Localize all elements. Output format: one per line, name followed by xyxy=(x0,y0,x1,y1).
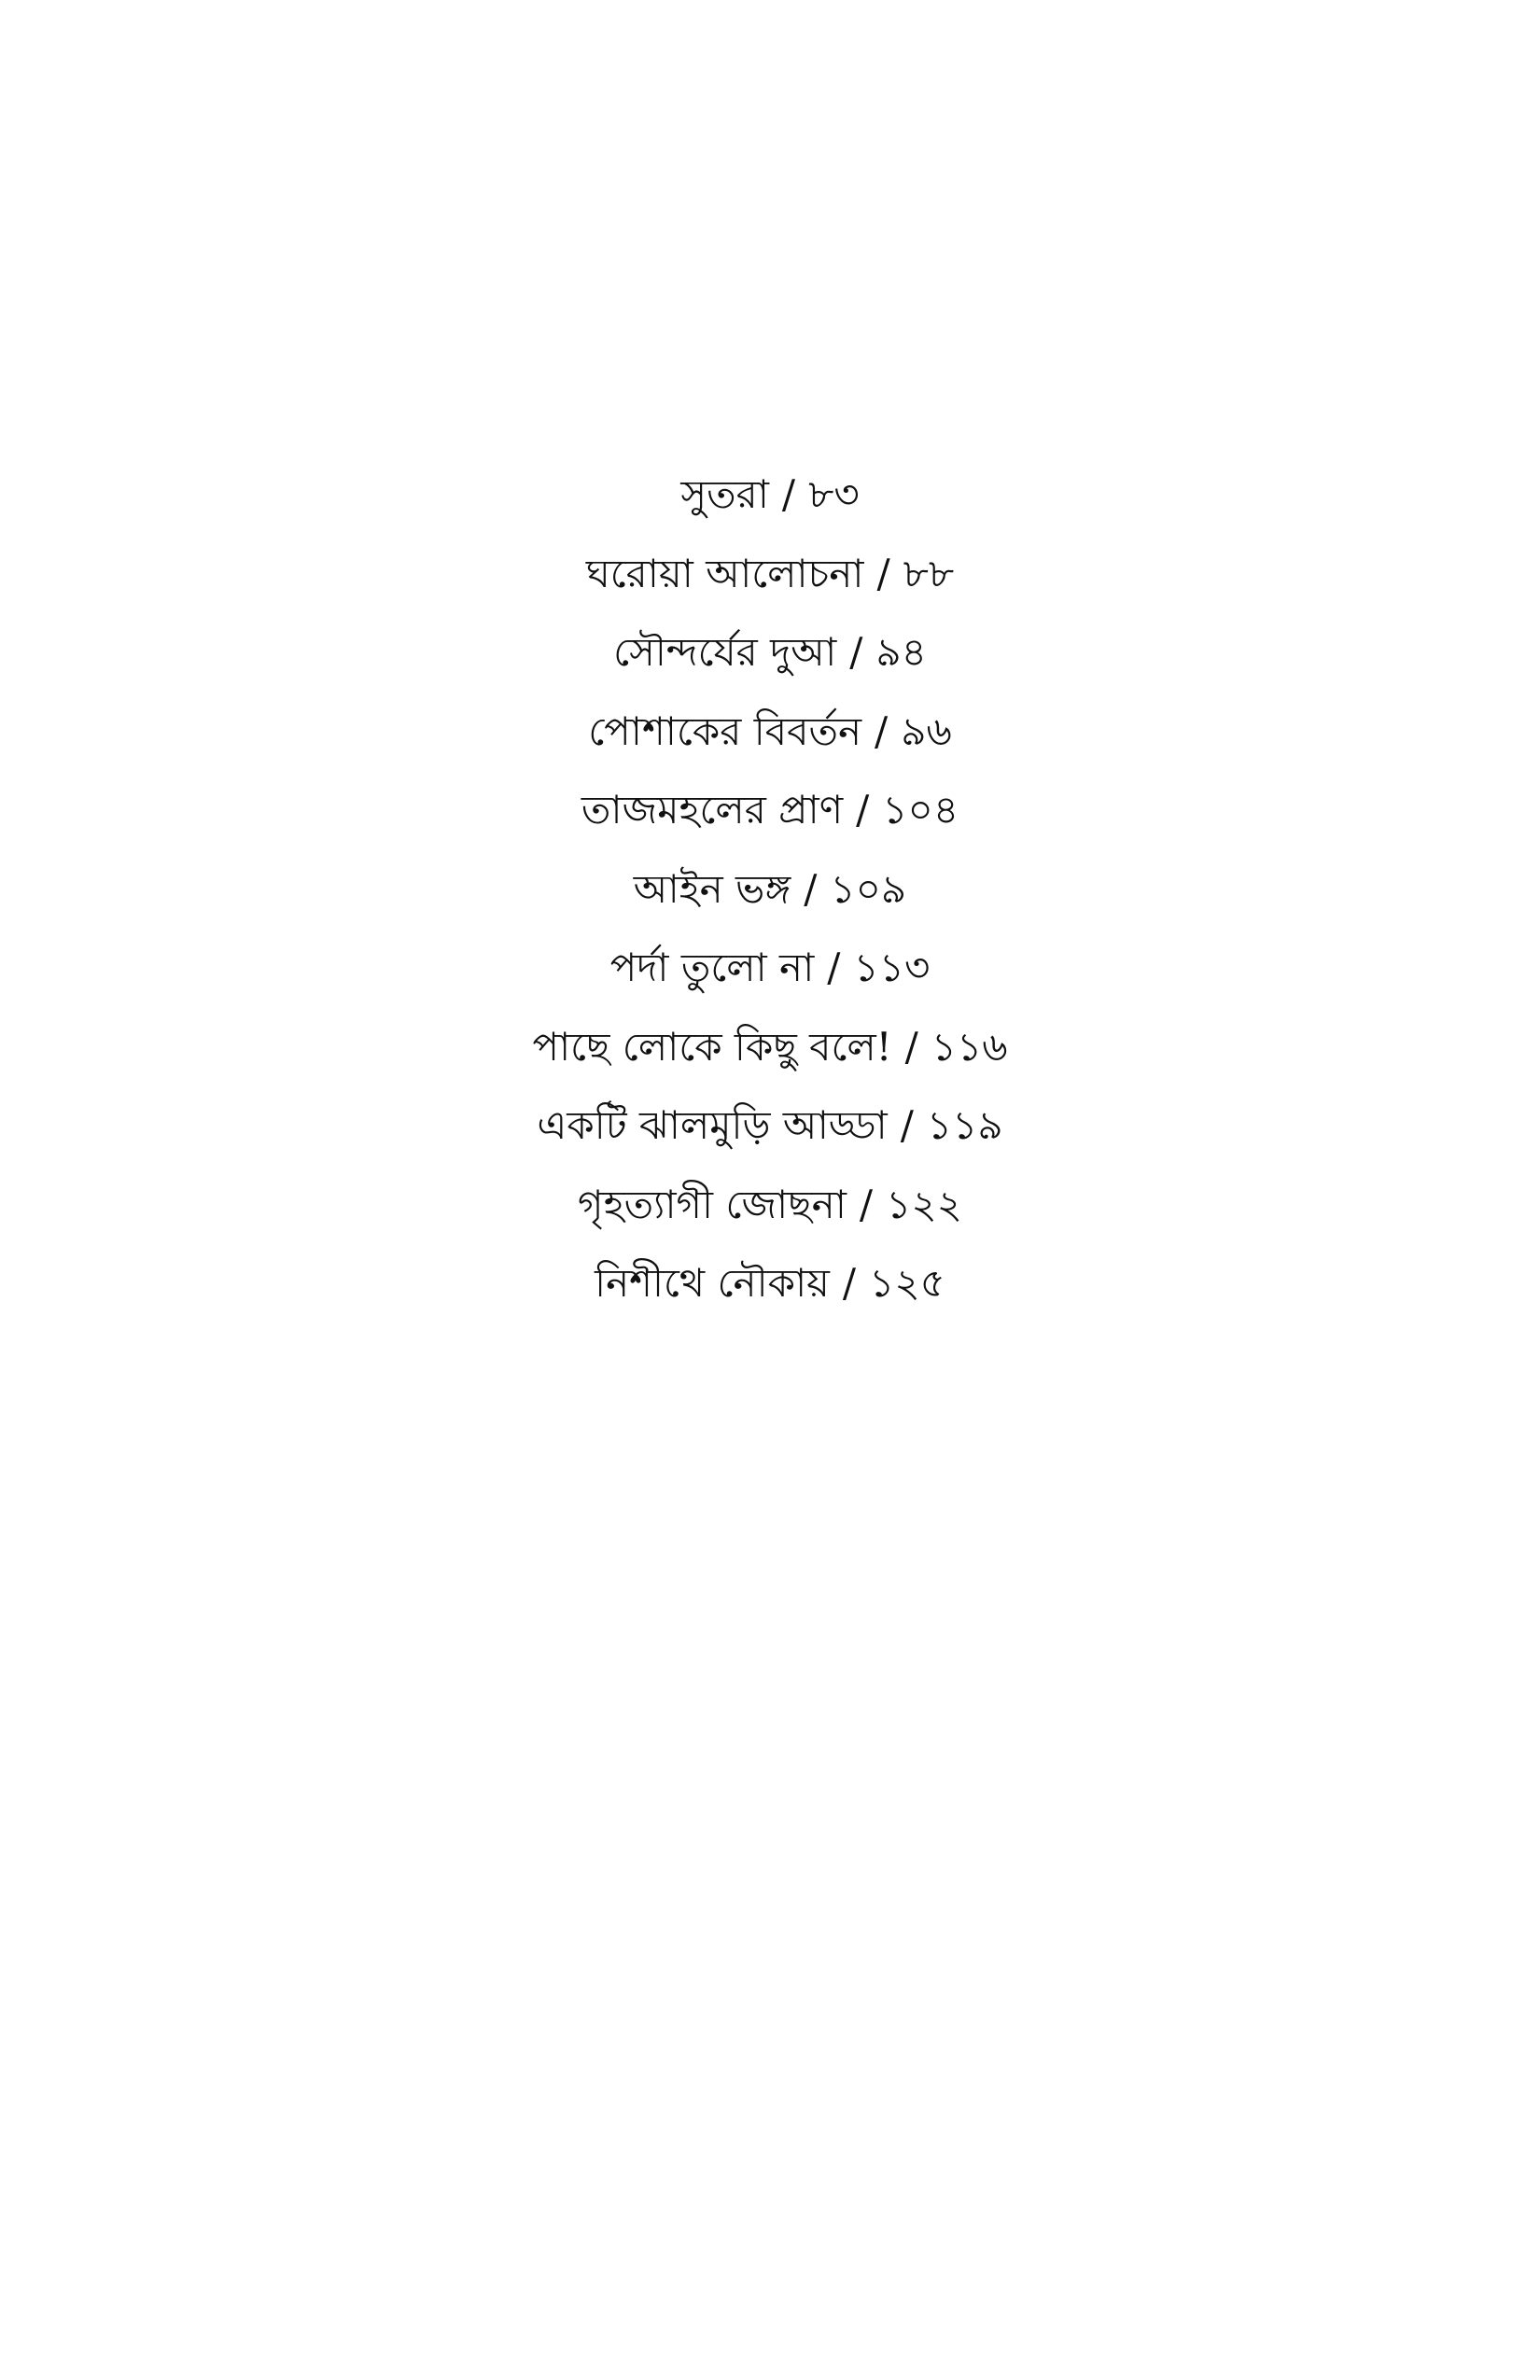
toc-entry xyxy=(0,1008,1540,1087)
toc-entry xyxy=(0,693,1540,772)
toc-separator: / xyxy=(856,787,870,833)
toc-entry-title: একটি ঝালমুড়ি আড্ডা xyxy=(537,1102,888,1148)
toc-separator: / xyxy=(904,1023,918,1070)
toc-entry-page: ৮৮ xyxy=(903,550,955,596)
toc-separator: / xyxy=(781,471,796,517)
toc-entry-page: ১০৯ xyxy=(830,865,907,912)
toc-entry xyxy=(0,929,1540,1008)
toc-entry-page: ১২২ xyxy=(886,1181,962,1227)
toc-entry xyxy=(0,1166,1540,1245)
toc-entry-page: ৯৪ xyxy=(875,629,927,675)
toc-entry-page: ১১৯ xyxy=(926,1102,1003,1148)
toc-entry-title: নিশীথে নৌকায় xyxy=(595,1260,830,1306)
toc-entry-title: পর্দা তুলো না xyxy=(609,945,815,990)
toc-entry-title: ঘরোয়া আলোচনা xyxy=(585,550,864,596)
toc-entry-page: ১১৩ xyxy=(853,945,931,990)
table-of-contents xyxy=(0,455,1540,1323)
toc-entry-title: আইন ভঙ্গ xyxy=(633,865,791,912)
toc-entry-title: পোশাকের বিবর্তন xyxy=(588,707,862,754)
toc-entry-title: সৌন্দর্যের দুআ xyxy=(613,629,837,675)
toc-separator: / xyxy=(842,1260,857,1306)
toc-entry-page: ১০৪ xyxy=(882,787,959,833)
toc-separator: / xyxy=(827,945,841,990)
toc-entry-page: ৮৩ xyxy=(808,471,860,517)
toc-entry-title: গৃহত্যাগী জোছনা xyxy=(578,1181,847,1227)
toc-entry xyxy=(0,535,1540,614)
toc-entry-title: সুতরা xyxy=(680,471,769,517)
toc-entry xyxy=(0,850,1540,930)
toc-entry-title: তাজমহলের প্রাণ xyxy=(581,787,844,833)
toc-entry xyxy=(0,1086,1540,1166)
toc-entry-page: ৯৬ xyxy=(901,707,952,754)
toc-entry xyxy=(0,771,1540,850)
toc-separator: / xyxy=(804,865,818,912)
toc-separator: / xyxy=(876,550,890,596)
toc-separator: / xyxy=(849,629,863,675)
toc-separator: / xyxy=(859,1181,874,1227)
toc-entry-page: ১১৬ xyxy=(931,1023,1008,1070)
toc-entry-page: ১২৫ xyxy=(869,1260,945,1306)
toc-entry xyxy=(0,455,1540,535)
toc-separator: / xyxy=(900,1102,914,1148)
toc-entry xyxy=(0,1244,1540,1323)
toc-entry xyxy=(0,613,1540,693)
toc-entry-title: পাছে লোকে কিছু বলে! xyxy=(532,1023,892,1070)
toc-separator: / xyxy=(875,707,889,754)
